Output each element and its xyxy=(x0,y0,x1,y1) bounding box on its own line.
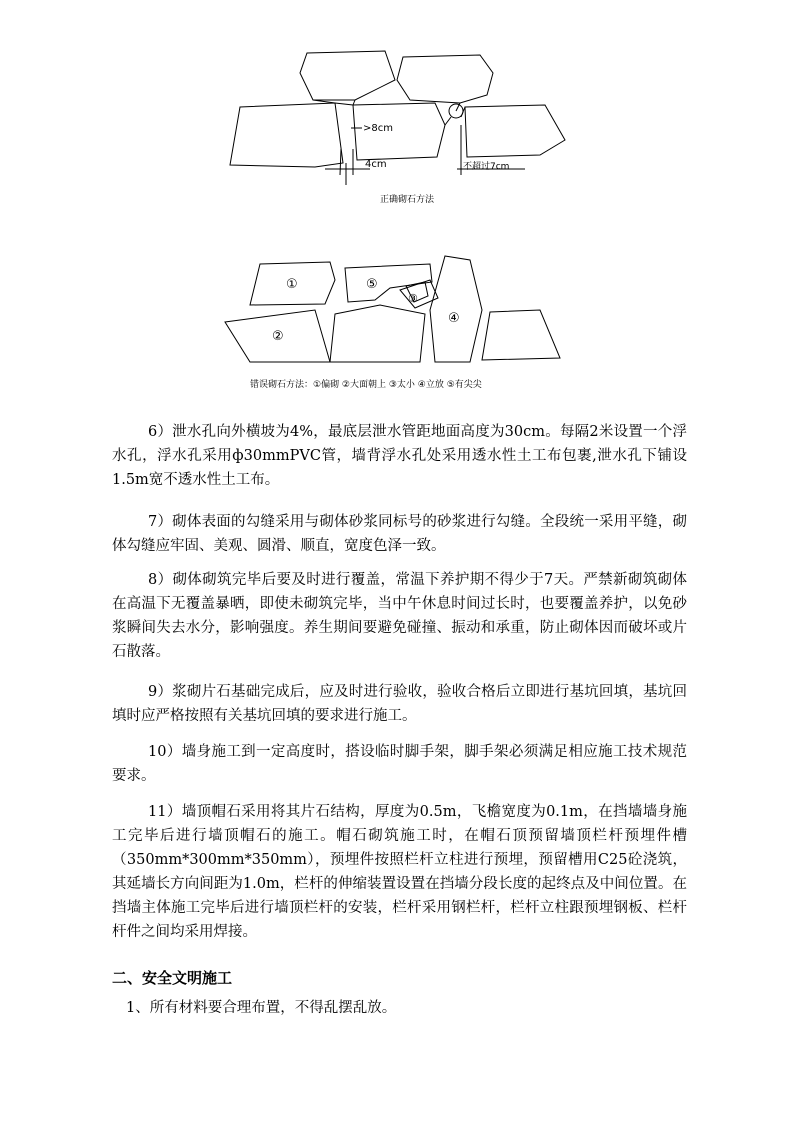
paragraph-11: 11）墙顶帽石采用将其片石结构，厚度为0.5m，飞檐宽度为0.1m，在挡墙墙身施工完毕后进行墙顶帽石的施工。帽石砌筑施工时，在帽石顶预留墙顶栏杆预埋件槽（350mm*300mm*350mm），预埋件按照栏杆立柱进行预埋，预留槽用C25砼浇筑，其延墙长方向间距为1.0m，栏杆的伸缩装置设置在挡墙分段长度的起终点及中间位置。在挡墙主体施工完毕后进行墙顶栏杆的安装，栏杆采用钢栏杆，栏杆立柱跟预埋钢板、栏杆杆件之间均采用焊接。 xyxy=(112,804,687,940)
stone-shape xyxy=(397,55,493,103)
marker-5: ⑤ xyxy=(366,277,378,292)
paragraph-safety-1: 1、所有材料要合理布置，不得乱摆乱放。 xyxy=(126,1000,397,1016)
marker-3: ③ xyxy=(408,292,418,305)
figure-1-caption: 正确砌石方法 xyxy=(380,195,435,205)
paragraph-9: 9）浆砌片石基础完成后，应及时进行验收，验收合格后立即进行基坑回填，基坑回填时应严格按照有关基坑回填的要求进行施工。 xyxy=(112,684,687,724)
marker-1: ① xyxy=(286,277,298,292)
label-gap-min: >8cm xyxy=(363,123,393,134)
figure-wrong-masonry-drawing xyxy=(220,250,570,370)
stone-shape xyxy=(430,256,482,362)
figure-correct-masonry xyxy=(225,45,575,195)
figure-correct-masonry-drawing xyxy=(225,45,575,195)
marker-4: ④ xyxy=(448,311,460,326)
label-max-gap: 不超过7cm xyxy=(463,162,510,172)
stone-shape xyxy=(330,305,425,362)
paragraph-8: 8）砌体砌筑完毕后要及时进行覆盖，常温下养护期不得少于7天。严禁新砌筑砌体在高温下无覆盖暴晒，即使未砌筑完毕，当中午休息时间过长时，也要覆盖养护，以免砂浆瞬间失去水分，影响强度。养生期间要避免碰撞、振动和承重，防止砌体因而破坏或片石散落。 xyxy=(112,572,687,660)
paragraph-6: 6）泄水孔向外横坡为4%，最底层泄水管距地面高度为30cm。每隔2米设置一个浮水孔，浮水孔采用ф30mmPVC管，墙背浮水孔处采用透水性土工布包裹,泄水孔下铺设1.5m宽不透水性土工布。 xyxy=(112,424,687,488)
marker-2: ② xyxy=(272,329,284,344)
figure-2-caption: 错误砌石方法：①偏砌 ②大面朝上 ③太小 ④立放 ⑤有尖尖 xyxy=(250,380,482,390)
stone-shape xyxy=(300,51,395,100)
figure-wrong-masonry xyxy=(220,250,570,370)
stone-shape xyxy=(230,103,343,167)
paragraph-7: 7）砌体表面的勾缝采用与砌体砂浆同标号的砂浆进行勾缝。全段统一采用平缝，砌体勾缝应牢固、美观、圆滑、顺直，宽度色泽一致。 xyxy=(112,514,687,554)
stone-shape xyxy=(482,310,560,360)
label-width: 4cm xyxy=(365,159,387,170)
section-heading: 二、安全文明施工 xyxy=(112,969,233,987)
stone-shape xyxy=(465,105,565,157)
paragraph-10: 10）墙身施工到一定高度时，搭设临时脚手架，脚手架必须满足相应施工技术规范要求。 xyxy=(112,744,687,784)
